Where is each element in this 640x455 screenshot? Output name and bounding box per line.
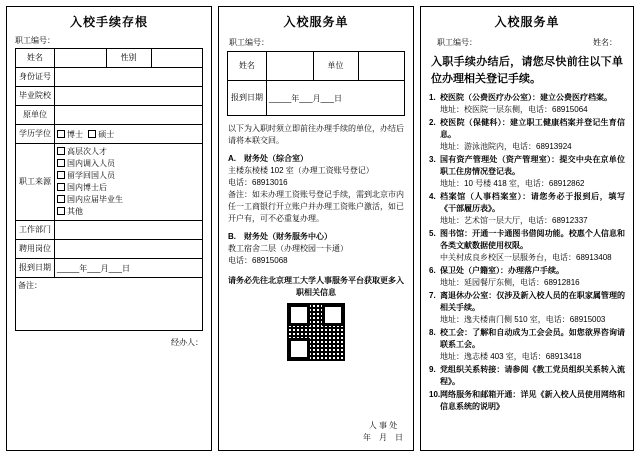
field-value-degree[interactable] [55,125,203,144]
checkbox-label: 国内调入人员 [67,159,115,168]
table-row [16,278,203,331]
panel2-signature [363,420,403,444]
list-item-detail: 中关村成良乡校区一层服务台，电话：68913408 [440,253,612,263]
signature-date: 年 月 日 [363,433,403,442]
checkbox-box-icon [57,195,65,203]
checkbox-source-5[interactable] [57,206,127,218]
panel1-employee-no-label: 职工编号： [15,36,55,45]
field-value-report-date[interactable]: _____年___月___日 [55,259,203,278]
list-item-number: 3. [429,155,436,165]
field-label-unit: 单位 [313,52,358,81]
list-item-number: 10. [429,390,441,400]
list-item [429,327,625,363]
checkbox-box-icon [57,130,65,138]
checkbox-label: 国内应届毕业生 [67,195,123,204]
list-item [429,265,625,289]
list-item-detail: 地址：延园餐厅东侧，电话：68912816 [440,278,580,288]
qr-code-icon[interactable] [287,303,345,361]
list-item-number: 2. [429,118,436,128]
list-item-number: 7. [429,291,436,301]
panel3-header-fields [421,35,633,52]
list-item-head: 离退休办公室：仅涉及新入校人员的在职家属管理的相关手续。 [440,291,625,313]
checkbox-degree-doctor[interactable] [57,129,83,140]
panel2-section-a [228,153,404,225]
checkbox-box-icon [57,207,65,215]
checkbox-source-3[interactable] [57,182,127,194]
checkbox-source-2[interactable] [57,170,127,182]
checkbox-label: 硕士 [98,129,115,139]
checkbox-source-0[interactable] [57,146,127,158]
table-row [16,144,203,221]
list-item-detail: 地址：游泳池院内，电话：68913924 [440,142,572,152]
list-item-detail: 地址：逸夫楼南门侧 510 室，电话：68915003 [440,315,606,325]
checkbox-source-1[interactable] [57,158,127,170]
panel2-notice: 请务必先往北京理工大学人事服务平台获取更多入职相关信息 [228,276,404,297]
field-label-name: 姓名： [593,38,617,47]
list-item [429,92,625,116]
list-item-number: 8. [429,328,436,338]
list-item [429,228,625,264]
field-label-id-no: 身份证号 [16,68,55,87]
list-item [429,389,625,413]
list-item-head: 校医院（保健科）：建立职工健康档案并登记生育信息。 [440,118,625,140]
section-a-line-1: 电话：68913016 [228,178,288,187]
list-item [429,290,625,326]
qr-finder-icon [288,338,310,360]
list-item [429,364,625,388]
checkbox-box-icon [57,183,65,191]
checkbox-label: 高层次人才 [67,147,107,156]
field-value-school[interactable] [55,87,203,106]
panel1-title: 入校手续存根 [69,15,148,29]
checkbox-box-icon [57,147,65,155]
field-value-unit[interactable] [358,52,405,81]
field-label-prev-unit: 原单位 [16,106,55,125]
checkbox-label: 其他 [67,207,83,216]
table-row [16,68,203,87]
field-label-report-date: 报到日期 [16,259,55,278]
panel1-handler: 经办人： [171,338,203,347]
table-row [16,125,203,144]
panel2-note: 以下为入职时须立即前往办理手续的单位，办结后请将本联交回。 [228,124,404,145]
section-b-head: B. 财务处（财务服务中心） [228,232,332,241]
field-value-source[interactable] [55,144,203,221]
list-item [429,154,625,190]
field-label-remarks: 备注： [18,281,42,290]
field-value-name[interactable] [267,52,314,81]
field-label-department: 工作部门 [16,221,55,240]
field-label-source: 职工来源 [16,144,55,221]
list-item-detail: 地址：逸志楼 403 室，电话：68913418 [440,352,582,362]
list-item-number: 1. [429,93,436,103]
field-value-name[interactable] [55,49,107,68]
list-item-head: 图书馆：开通一卡通图书借阅功能。校惠个人信息和各类文献数据使用权限。 [440,229,625,251]
list-item-detail: 地址：校医院一层东侧，电话：68915064 [440,105,588,115]
panel1-form-table [15,48,203,331]
list-item-detail: 地址：艺术馆一层大厅，电话：68912337 [440,216,588,226]
field-label-degree: 学历学位 [16,125,55,144]
field-value-id-no[interactable] [55,68,203,87]
field-label-school: 毕业院校 [16,87,55,106]
panel3-title: 入校服务单 [494,15,560,29]
table-row [16,259,203,278]
checkbox-label: 国内博士后 [67,183,107,192]
section-a-head: A. 财务处（综合室） [228,154,308,163]
list-item-number: 5. [429,229,436,239]
list-item-head: 档案馆（人事档案室）：请您务必于报到后，填写《干部履历表》。 [440,192,625,214]
table-row [16,240,203,259]
section-b-line-0: 教工宿舍二层（办理校园一卡通） [228,244,348,253]
panel3-item-list [421,92,633,413]
field-label-name: 姓名 [16,49,55,68]
list-item-head: 保卫处（户籍室）：办理落户手续。 [440,266,564,276]
section-a-line-2: 备注：如未办理工资账号登记手续，需到北京市内任一工商银行开立账户并办理工资账户激活，如已开户有，可不必重复办理。 [228,190,404,223]
field-label-employee-no: 职工编号： [437,38,477,47]
panel2-form-table [227,51,405,116]
field-value-prev-unit[interactable] [55,106,203,125]
field-value-position[interactable] [55,240,203,259]
panel3-lead-text: 入职手续办结后，请您尽快前往以下单位办理相关登记手续。 [431,56,623,86]
table-row [16,106,203,125]
field-label-position: 聘用岗位 [16,240,55,259]
table-row [16,49,203,68]
field-value-department[interactable] [55,221,203,240]
list-item-head: 校医院（公费医疗办公室）：建立公费医疗档案。 [440,93,612,103]
signature-org: 人 事 处 [368,421,398,430]
panel-service-form-right [420,6,634,451]
checkbox-box-icon [57,159,65,167]
section-a-line-0: 主楼东棱楼 102 室（办理工资账号登记） [228,166,374,175]
checkbox-label: 留学回国人员 [67,171,115,180]
field-label-name: 姓名 [228,52,267,81]
field-label-gender: 性别 [106,49,151,68]
field-value-remarks[interactable] [16,278,203,331]
list-item [429,117,625,153]
list-item-head: 网络服务和邮箱开通：详见《新入校人员使用网络和信息系统的说明》 [440,390,625,412]
panel2-section-b [228,231,404,267]
checkbox-degree-master[interactable] [88,129,114,140]
checkbox-source-4[interactable] [57,194,127,206]
table-row [228,52,405,81]
table-row [228,81,405,116]
list-item-head: 校工会：了解和自动成为工会会员。如您欲界咨询请联系工会。 [440,328,625,350]
field-label-report-date: 报到日期 [228,81,267,116]
field-value-report-date[interactable]: _____年___月___日 [267,81,405,116]
list-item-head: 党组织关系转接：请参阅《教工党员组织关系转入流程》。 [440,365,625,387]
list-item-head: 国有资产管理处（资产管理室）：提交中央在京单位职工住房情况登记表。 [440,155,625,177]
list-item-number: 6. [429,266,436,276]
table-row [16,221,203,240]
checkbox-label: 博士 [67,129,83,139]
checkbox-box-icon [57,171,65,179]
section-b-line-1: 电话：68915068 [228,256,288,265]
list-item-number: 9. [429,365,436,375]
panel-service-form-left [218,6,414,451]
list-item-number: 4. [429,192,436,202]
list-item [429,191,625,227]
list-item-detail: 地址：10 号楼 418 室，电话：68912862 [440,179,585,189]
qr-code-wrapper [219,303,413,361]
checkbox-box-icon [88,130,96,138]
panel2-title: 入校服务单 [283,15,349,29]
field-value-gender[interactable] [151,49,203,68]
panel-enrollment-stub [6,6,212,451]
panel2-employee-no-label: 职工编号： [229,38,269,47]
table-row [16,87,203,106]
